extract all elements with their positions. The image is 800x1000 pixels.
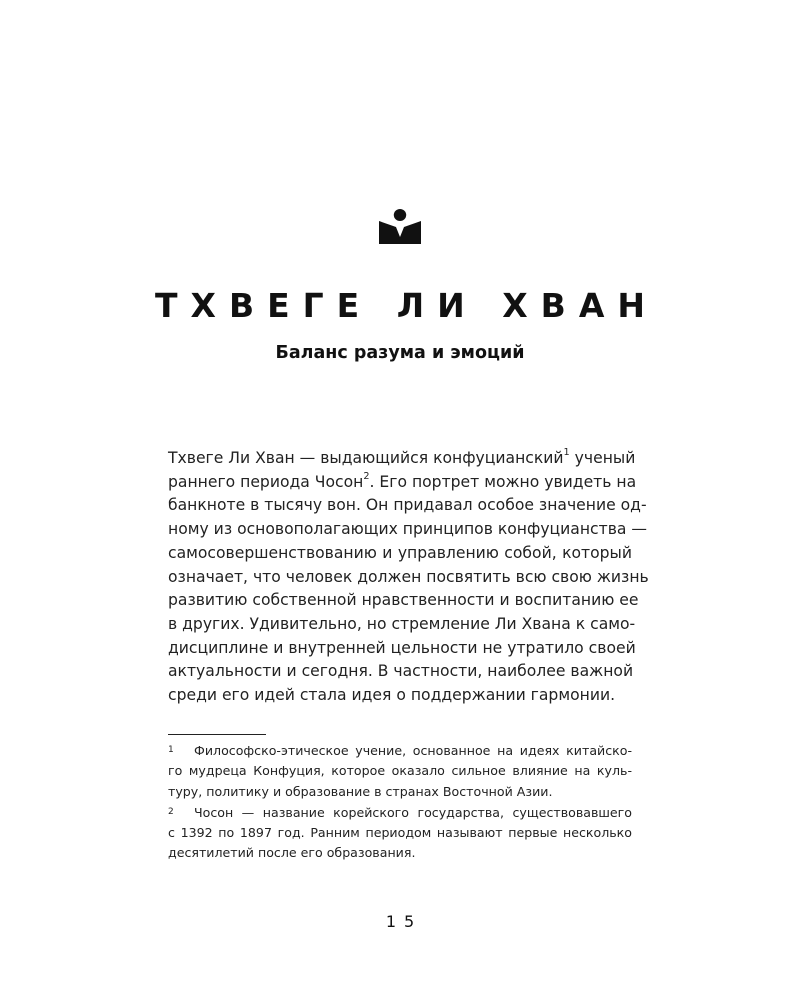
footnotes <box>168 740 632 864</box>
body-line: Тхвеге Ли Хван — выдающийся конфуцианский$^1$ ученый <box>168 447 636 467</box>
body-line: ному из основополагающих принципов конфуцианства — <box>168 520 648 539</box>
footnote-line: 2 Чосон — название корейского государства, существовавшего <box>168 802 632 823</box>
footnote-ref-1[interactable]: 1 <box>563 447 570 459</box>
body-paragraph <box>168 447 649 708</box>
body-line: развитию собственной нравственности и воспитанию ее <box>168 591 639 610</box>
footnote-line: 1 Философско-этическое учение, основанное на идеях китайско- <box>168 740 632 761</box>
body-line: раннего периода Чосон$^2$. Его портрет можно увидеть на <box>168 471 637 491</box>
page-number: 15 <box>385 912 423 931</box>
footnote-line: с 1392 по 1897 год. Ранним периодом называют первые несколько <box>168 825 632 841</box>
footnote-mark: 1 <box>168 745 174 755</box>
footnote-line: го мудреца Конфуция, которое оказало сильное влияние на куль- <box>168 763 632 779</box>
chapter-title: ТХВЕГЕ ЛИ ХВАН <box>155 286 658 325</box>
footnote-divider <box>168 734 266 735</box>
footnote-1 <box>168 740 632 802</box>
footnote-line: десятилетий после его образования. <box>168 845 416 861</box>
person-reading-book-icon <box>378 208 422 244</box>
footnote-mark: 2 <box>168 806 174 817</box>
body-line: самосовершенствованию и управлению собой, который <box>168 543 632 562</box>
footnote-ref-2[interactable]: 2 <box>363 471 370 483</box>
footnote-line: туру, политику и образование в странах Восточной Азии. <box>168 783 553 799</box>
body-line: банкноте в тысячу вон. Он придавал особое значение од- <box>168 496 647 515</box>
footnote-2 <box>168 802 632 864</box>
body-line: дисциплине и внутренней цельности не утратило своей <box>168 638 636 657</box>
body-line: означает, что человек должен посвятить всю свою жизнь <box>168 567 649 586</box>
body-line: среди его идей стала идея о поддержании гармонии. <box>168 686 616 705</box>
body-line: в других. Удивительно, но стремление Ли Хвана к само- <box>168 614 636 633</box>
chapter-subtitle: Баланс разума и эмоций <box>275 343 525 363</box>
body-line: актуальности и сегодня. В частности, наиболее важной <box>168 662 634 681</box>
